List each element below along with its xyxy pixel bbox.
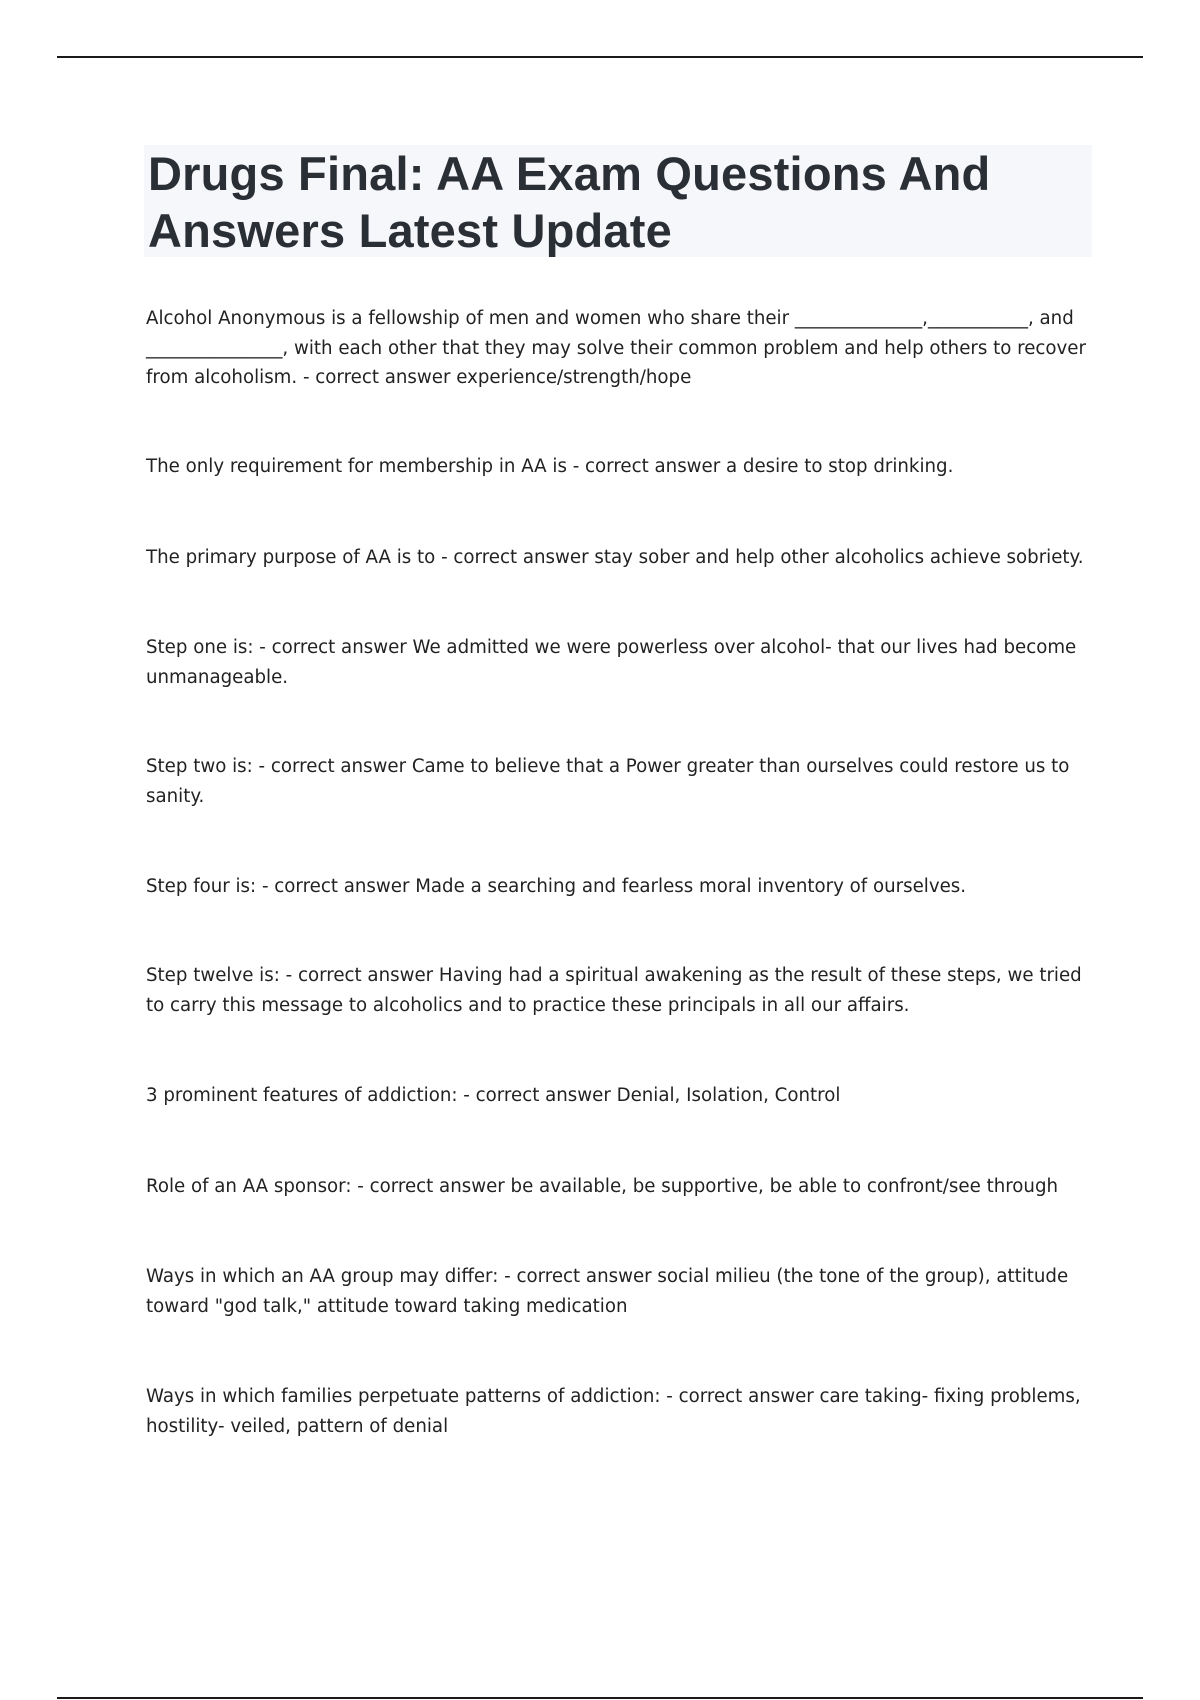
qa-item-11: Ways in which families perpetuate patterns of addiction: - correct answer care taking- fixing problems, hostility- veiled, pattern of denial xyxy=(146,1386,1081,1437)
title-block xyxy=(144,145,1092,257)
qa-item-3: The primary purpose of AA is to - correct answer stay sober and help other alcoholics achieve sobriety. xyxy=(146,547,1084,568)
qa-item-6: Step four is: - correct answer Made a searching and fearless moral inventory of ourselves. xyxy=(146,876,967,897)
qa-item-5: Step two is: - correct answer Came to believe that a Power greater than ourselves could restore us to sanity. xyxy=(146,756,1070,807)
qa-item-1: Alcohol Anonymous is a fellowship of men and women who share their ______________,___________, and _______________, with each other that they may solve their common problem and help others to recover from alcoholism. - correct answer experience/strength/hope xyxy=(146,308,1086,388)
header-rule xyxy=(57,56,1143,58)
footer-rule xyxy=(57,1697,1143,1699)
qa-item-10: Ways in which an AA group may differ: - correct answer social milieu (the tone of the group), attitude toward "god talk," attitude toward taking medication xyxy=(146,1266,1069,1317)
qa-item-9: Role of an AA sponsor: - correct answer be available, be supportive, be able to confront/see through xyxy=(146,1176,1059,1197)
qa-item-4: Step one is: - correct answer We admitted we were powerless over alcohol- that our lives had become unmanageable. xyxy=(146,637,1077,688)
qa-item-2: The only requirement for membership in AA is - correct answer a desire to stop drinking. xyxy=(146,456,954,477)
qa-item-7: Step twelve is: - correct answer Having had a spiritual awakening as the result of these steps, we tried to carry this message to alcoholics and to practice these principals in all our affairs. xyxy=(146,965,1082,1016)
document-title: Drugs Final: AA Exam Questions And Answers Latest Update xyxy=(148,147,991,257)
qa-item-8: 3 prominent features of addiction: - correct answer Denial, Isolation, Control xyxy=(146,1085,841,1106)
